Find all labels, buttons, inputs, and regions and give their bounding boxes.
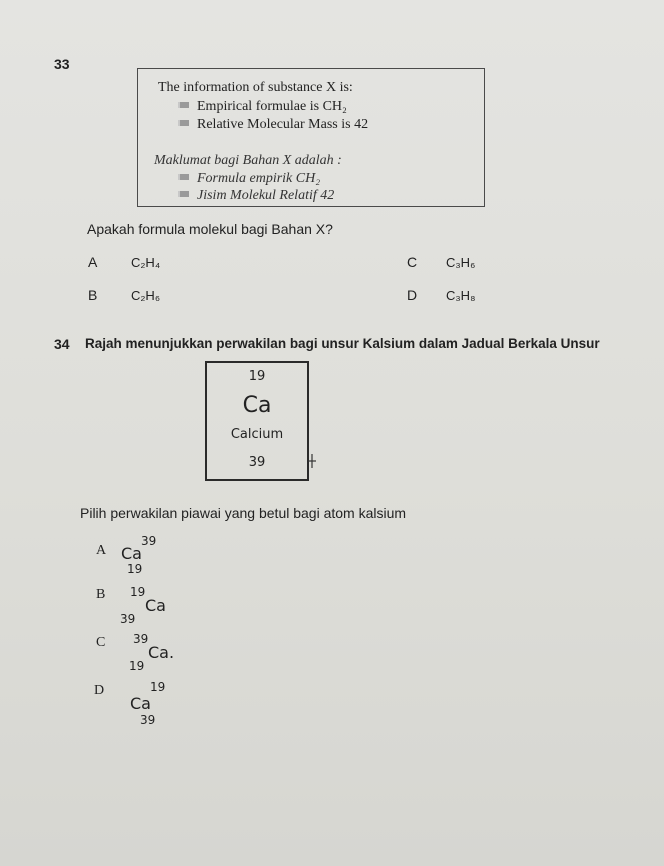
question-34-number: 34 [54, 336, 70, 352]
option-d-bottom-number: 39 [140, 713, 156, 727]
q34-option-d-notation[interactable] [130, 680, 190, 730]
info-en-item-1-text: Empirical formulae is CH₂ [197, 99, 347, 114]
periodic-table-cell [205, 361, 309, 481]
bullet-icon [178, 102, 189, 108]
bullet-icon [178, 191, 189, 197]
option-c-bottom-number: 19 [129, 659, 145, 673]
q33-option-b-letter[interactable]: B [88, 287, 98, 303]
proton-number: 19 [248, 369, 266, 384]
relative-atomic-mass: 39 [248, 455, 266, 470]
q34-option-d-letter[interactable]: D [94, 683, 105, 698]
q34-option-c-letter[interactable]: C [96, 635, 106, 650]
q33-option-c-formula[interactable]: C₃H₆ [446, 255, 476, 270]
option-a-top-number: 39 [141, 534, 157, 548]
q33-option-d-letter[interactable]: D [407, 287, 418, 303]
info-my-item-1 [178, 171, 320, 187]
bullet-icon [178, 174, 189, 180]
q34-option-a-letter[interactable]: A [96, 543, 107, 558]
option-a-bottom-number: 19 [127, 562, 143, 576]
info-my-item-2 [178, 188, 334, 204]
q33-option-d-formula[interactable]: C₃H₈ [446, 288, 476, 303]
option-c-symbol: Ca. [148, 643, 175, 662]
q34-option-b-notation[interactable] [120, 585, 180, 629]
q33-option-a-letter[interactable]: A [88, 254, 98, 270]
bullet-icon [178, 120, 189, 126]
info-my-title: Maklumat bagi Bahan X adalah : [154, 153, 342, 168]
pen-mark-icon [307, 454, 317, 468]
question-34-text: Rajah menunjukkan perwakilan bagi unsur Kalsium dalam Jadual Berkala Unsur [85, 336, 600, 351]
question-33-text: Apakah formula molekul bagi Bahan X? [87, 221, 333, 237]
info-en-title: The information of substance X is: [158, 80, 353, 95]
info-my-item-1-text: Formula empirik CH₂ [197, 171, 321, 186]
option-b-symbol: Ca [145, 596, 166, 615]
info-en-item-1 [178, 99, 347, 115]
q33-option-c-letter[interactable]: C [407, 254, 418, 270]
option-c-top-number: 39 [133, 632, 149, 646]
question-33-number: 33 [54, 56, 70, 72]
option-d-symbol: Ca [130, 694, 151, 713]
question-34-prompt: Pilih perwakilan piawai yang betul bagi atom kalsium [80, 505, 407, 521]
q34-option-c-notation[interactable] [123, 632, 183, 676]
q34-option-b-letter[interactable]: B [96, 587, 106, 602]
info-en-item-2 [178, 117, 368, 133]
info-my-item-2-text: Jisim Molekul Relatif 42 [197, 188, 335, 203]
info-en-item-2-text: Relative Molecular Mass is 42 [197, 117, 369, 132]
option-b-bottom-number: 39 [120, 612, 136, 626]
option-d-top-number: 19 [150, 680, 166, 694]
q34-option-a-notation[interactable] [121, 534, 181, 578]
option-b-top-number: 19 [130, 585, 146, 599]
q33-option-a-formula[interactable]: C₂H₄ [131, 255, 161, 270]
element-name: Calcium [230, 427, 284, 442]
q33-option-b-formula[interactable]: C₂H₆ [131, 288, 161, 303]
info-box [137, 68, 485, 207]
element-symbol: Ca [242, 393, 272, 418]
option-a-symbol: Ca [121, 544, 142, 563]
